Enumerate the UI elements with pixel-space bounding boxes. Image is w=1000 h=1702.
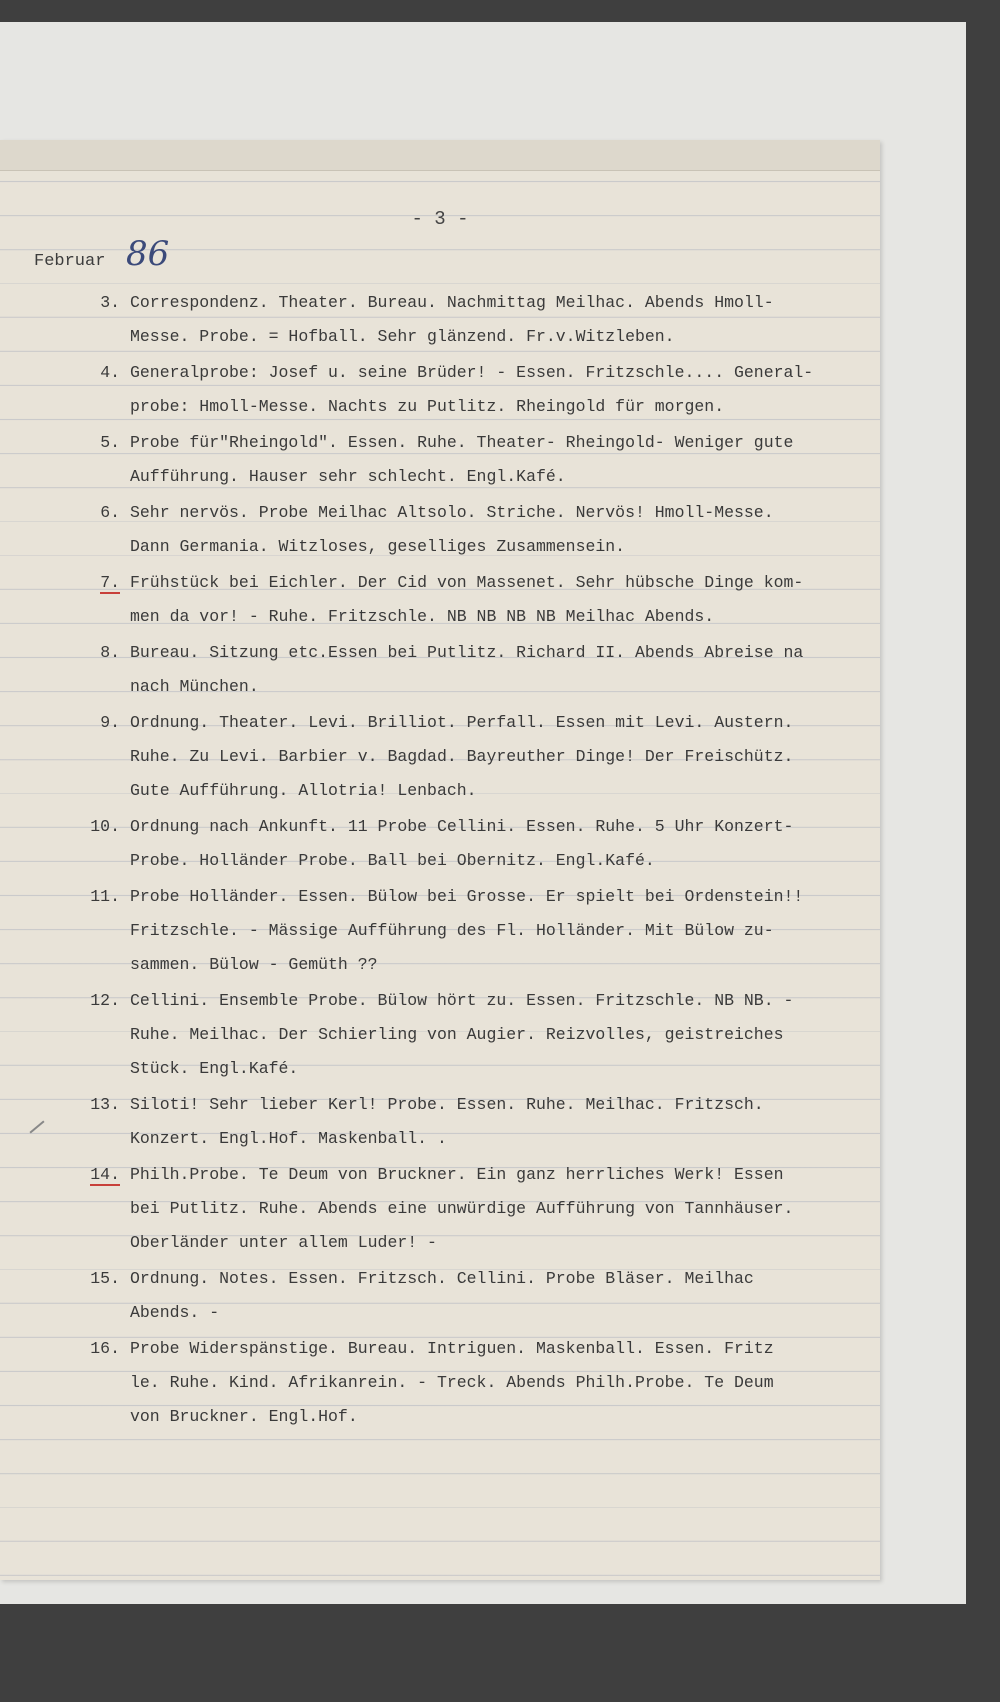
- diary-entry: [60, 984, 870, 1086]
- diary-entry: [60, 810, 870, 878]
- diary-entry: [60, 1158, 870, 1260]
- page-number: - 3 -: [411, 208, 469, 230]
- entry-text: Sehr nervös. Probe Meilhac Altsolo. Striche. Nervös! Hmoll-Messe. Dann Germania. Witzloses, geselliges Zusammensein.: [130, 503, 774, 556]
- entry-text: Ordnung. Notes. Essen. Fritzsch. Cellini. Probe Bläser. Meilhac Abends. -: [130, 1269, 754, 1322]
- diary-entry: [60, 706, 870, 808]
- entry-day-number: 10.: [90, 817, 120, 836]
- entry-day-number: 11.: [90, 887, 120, 906]
- entry-text: Philh.Probe. Te Deum von Bruckner. Ein ganz herrliches Werk! Essen bei Putlitz. Ruhe. Abends eine unwürdige Aufführung von Tannhäuser. Oberländer unter allem Luder! -: [130, 1165, 794, 1252]
- entry-text: Generalprobe: Josef u. seine Brüder! - Essen. Fritzschle.... General- probe: Hmoll-Messe. Nachts zu Putlitz. Rheingold für morgen.: [130, 363, 814, 416]
- entry-text: Ordnung nach Ankunft. 11 Probe Cellini. Essen. Ruhe. 5 Uhr Konzert- Probe. Holländer Probe. Ball bei Obernitz. Engl.Kafé.: [130, 817, 794, 870]
- entry-text: Probe für"Rheingold". Essen. Ruhe. Theater- Rheingold- Weniger gute Aufführung. Hauser sehr schlecht. Engl.Kafé.: [130, 433, 794, 486]
- entry-text: Probe Holländer. Essen. Bülow bei Grosse. Er spielt bei Ordenstein!! Fritzschle. - Mässige Aufführung des Fl. Holländer. Mit Bülow zu- sammen. Bülow - Gemüth ??: [130, 887, 804, 974]
- diary-entry: [60, 1332, 870, 1434]
- entry-text: Bureau. Sitzung etc.Essen bei Putlitz. Richard II. Abends Abreise na nach München.: [130, 643, 804, 696]
- entry-text: Correspondenz. Theater. Bureau. Nachmittag Meilhac. Abends Hmoll- Messe. Probe. = Hofball. Sehr glänzend. Fr.v.Witzleben.: [130, 293, 774, 346]
- diary-entry: [60, 1262, 870, 1330]
- entry-day-number: 6.: [100, 503, 120, 522]
- diary-entry: [60, 286, 870, 354]
- entry-text: Probe Widerspänstige. Bureau. Intriguen. Maskenball. Essen. Fritz le. Ruhe. Kind. Afrikanrein. - Treck. Abends Philh.Probe. Te Deum von Bruckner. Engl.Hof.: [130, 1339, 774, 1426]
- diary-entry: [60, 566, 870, 634]
- entry-day-number: 8.: [100, 643, 120, 662]
- entry-day-number: 12.: [90, 991, 120, 1010]
- entry-text: Frühstück bei Eichler. Der Cid von Massenet. Sehr hübsche Dinge kom- men da vor! - Ruhe. Fritzschle. NB NB NB NB Meilhac Abends.: [130, 573, 804, 626]
- entry-day-number: 16.: [90, 1339, 120, 1358]
- entry-day-number: 13.: [90, 1095, 120, 1114]
- diary-entry: [60, 426, 870, 494]
- diary-entries: [60, 286, 870, 1436]
- diary-entry: [60, 496, 870, 564]
- entry-day-number: 14.: [90, 1165, 120, 1184]
- diary-entry: [60, 880, 870, 982]
- entry-text: Cellini. Ensemble Probe. Bülow hört zu. Essen. Fritzschle. NB NB. - Ruhe. Meilhac. Der Schierling von Augier. Reizvolles, geistreiches Stück. Engl.Kafé.: [130, 991, 794, 1078]
- entry-day-number: 4.: [100, 363, 120, 382]
- diary-entry: [60, 1088, 870, 1156]
- entry-day-number: 3.: [100, 293, 120, 312]
- entry-text: Ordnung. Theater. Levi. Brilliot. Perfall. Essen mit Levi. Austern. Ruhe. Zu Levi. Barbier v. Bagdad. Bayreuther Dinge! Der Freischütz. Gute Aufführung. Allotria! Lenbach.: [130, 713, 794, 800]
- entry-day-number: 7.: [100, 573, 120, 592]
- diary-entry: [60, 356, 870, 424]
- month-heading: Februar: [34, 252, 106, 271]
- diary-entry: [60, 636, 870, 704]
- entry-day-number: 5.: [100, 433, 120, 452]
- entry-day-number: 9.: [100, 713, 120, 732]
- entry-text: Siloti! Sehr lieber Kerl! Probe. Essen. Ruhe. Meilhac. Fritzsch. Konzert. Engl.Hof. Maskenball. .: [130, 1095, 764, 1148]
- page-top-edge: [0, 140, 880, 171]
- entry-day-number: 15.: [90, 1269, 120, 1288]
- handwritten-year: 86: [126, 234, 170, 274]
